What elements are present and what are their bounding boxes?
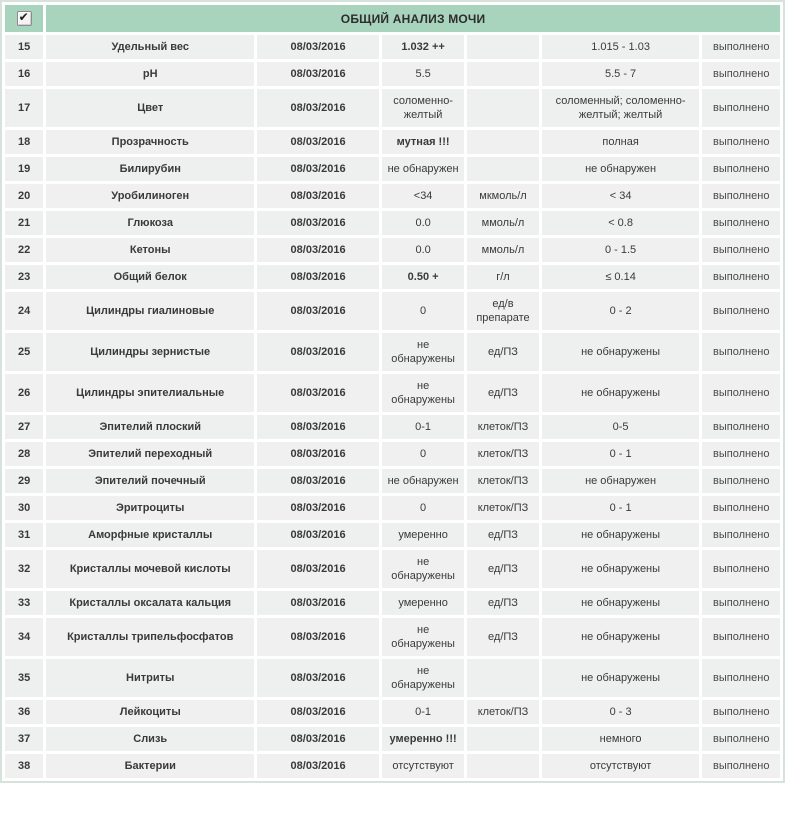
row-number-cell: 31 — [5, 523, 43, 547]
test-name-cell: Билирубин — [46, 157, 254, 181]
status-cell: выполнено — [702, 618, 780, 656]
date-cell: 08/03/2016 — [257, 727, 379, 751]
status-cell: выполнено — [702, 374, 780, 412]
test-name-cell: Лейкоциты — [46, 700, 254, 724]
row-number-cell: 17 — [5, 89, 43, 127]
status-cell: выполнено — [702, 62, 780, 86]
test-name-cell: Кристаллы мочевой кислоты — [46, 550, 254, 588]
status-cell: выполнено — [702, 211, 780, 235]
row-number-cell: 24 — [5, 292, 43, 330]
table-row — [5, 523, 780, 547]
row-number-cell: 28 — [5, 442, 43, 466]
result-cell: 0-1 — [382, 415, 464, 439]
status-cell: выполнено — [702, 157, 780, 181]
row-number-cell: 18 — [5, 130, 43, 154]
checkmark-icon: ✔ — [18, 10, 29, 24]
table-row — [5, 89, 780, 127]
table-row — [5, 469, 780, 493]
result-cell: 5.5 — [382, 62, 464, 86]
row-number-cell: 20 — [5, 184, 43, 208]
section-checkbox-cell[interactable] — [5, 5, 43, 32]
row-number-cell: 27 — [5, 415, 43, 439]
reference-cell: 1.015 - 1.03 — [542, 35, 700, 59]
table-row — [5, 754, 780, 778]
status-cell: выполнено — [702, 238, 780, 262]
date-cell: 08/03/2016 — [257, 591, 379, 615]
result-cell: мутная !!! — [382, 130, 464, 154]
test-name-cell: Цилиндры зернистые — [46, 333, 254, 371]
date-cell: 08/03/2016 — [257, 550, 379, 588]
result-cell: не обнаружен — [382, 157, 464, 181]
unit-cell: клеток/ПЗ — [467, 442, 538, 466]
unit-cell — [467, 727, 538, 751]
urinalysis-table — [2, 2, 783, 781]
test-name-cell: Цвет — [46, 89, 254, 127]
unit-cell: ед/ПЗ — [467, 333, 538, 371]
reference-cell: 0-5 — [542, 415, 700, 439]
test-name-cell: Цилиндры гиалиновые — [46, 292, 254, 330]
reference-cell: отсутствуют — [542, 754, 700, 778]
result-cell: 0 — [382, 442, 464, 466]
reference-cell: не обнаружены — [542, 523, 700, 547]
reference-cell: 0 - 2 — [542, 292, 700, 330]
status-cell: выполнено — [702, 89, 780, 127]
date-cell: 08/03/2016 — [257, 211, 379, 235]
unit-cell — [467, 157, 538, 181]
table-row — [5, 292, 780, 330]
row-number-cell: 21 — [5, 211, 43, 235]
result-cell: 0 — [382, 292, 464, 330]
row-number-cell: 23 — [5, 265, 43, 289]
reference-cell: не обнаружены — [542, 591, 700, 615]
date-cell: 08/03/2016 — [257, 265, 379, 289]
test-name-cell: Эпителий плоский — [46, 415, 254, 439]
table-row — [5, 238, 780, 262]
date-cell: 08/03/2016 — [257, 184, 379, 208]
result-cell: 1.032 ++ — [382, 35, 464, 59]
table-row — [5, 415, 780, 439]
row-number-cell: 30 — [5, 496, 43, 520]
result-cell: не обнаружены — [382, 333, 464, 371]
reference-cell: не обнаружен — [542, 157, 700, 181]
row-number-cell: 38 — [5, 754, 43, 778]
row-number-cell: 25 — [5, 333, 43, 371]
row-number-cell: 29 — [5, 469, 43, 493]
reference-cell: не обнаружены — [542, 618, 700, 656]
date-cell: 08/03/2016 — [257, 238, 379, 262]
table-row — [5, 700, 780, 724]
table-row — [5, 333, 780, 371]
status-cell: выполнено — [702, 184, 780, 208]
date-cell: 08/03/2016 — [257, 157, 379, 181]
date-cell: 08/03/2016 — [257, 89, 379, 127]
status-cell: выполнено — [702, 727, 780, 751]
unit-cell — [467, 62, 538, 86]
reference-cell: полная — [542, 130, 700, 154]
status-cell: выполнено — [702, 333, 780, 371]
status-cell: выполнено — [702, 415, 780, 439]
unit-cell: мкмоль/л — [467, 184, 538, 208]
test-name-cell: Кетоны — [46, 238, 254, 262]
table-row — [5, 157, 780, 181]
date-cell: 08/03/2016 — [257, 130, 379, 154]
unit-cell: ед/в препарате — [467, 292, 538, 330]
unit-cell: ммоль/л — [467, 238, 538, 262]
table-row — [5, 62, 780, 86]
date-cell: 08/03/2016 — [257, 659, 379, 697]
result-cell: не обнаружены — [382, 659, 464, 697]
reference-cell: не обнаружен — [542, 469, 700, 493]
table-row — [5, 618, 780, 656]
test-name-cell: Цилиндры эпителиальные — [46, 374, 254, 412]
result-cell: не обнаружены — [382, 618, 464, 656]
unit-cell: ед/ПЗ — [467, 591, 538, 615]
result-cell: соломенно-желтый — [382, 89, 464, 127]
result-cell: умеренно — [382, 523, 464, 547]
unit-cell: г/л — [467, 265, 538, 289]
result-cell: отсутствуют — [382, 754, 464, 778]
result-cell: не обнаружены — [382, 374, 464, 412]
row-number-cell: 32 — [5, 550, 43, 588]
date-cell: 08/03/2016 — [257, 333, 379, 371]
unit-cell — [467, 754, 538, 778]
test-name-cell: Эритроциты — [46, 496, 254, 520]
reference-cell: ≤ 0.14 — [542, 265, 700, 289]
status-cell: выполнено — [702, 469, 780, 493]
date-cell: 08/03/2016 — [257, 62, 379, 86]
row-number-cell: 37 — [5, 727, 43, 751]
table-row — [5, 727, 780, 751]
reference-cell: < 34 — [542, 184, 700, 208]
status-cell: выполнено — [702, 442, 780, 466]
row-number-cell: 16 — [5, 62, 43, 86]
result-cell: 0 — [382, 496, 464, 520]
reference-cell: 0 - 1 — [542, 442, 700, 466]
test-name-cell: pH — [46, 62, 254, 86]
reference-cell: немного — [542, 727, 700, 751]
status-cell: выполнено — [702, 523, 780, 547]
result-cell: не обнаружен — [382, 469, 464, 493]
date-cell: 08/03/2016 — [257, 700, 379, 724]
status-cell: выполнено — [702, 265, 780, 289]
result-cell: 0-1 — [382, 700, 464, 724]
status-cell: выполнено — [702, 754, 780, 778]
date-cell: 08/03/2016 — [257, 35, 379, 59]
result-cell: умеренно — [382, 591, 464, 615]
row-number-cell: 34 — [5, 618, 43, 656]
test-name-cell: Бактерии — [46, 754, 254, 778]
table-row — [5, 130, 780, 154]
status-cell: выполнено — [702, 292, 780, 330]
status-cell: выполнено — [702, 496, 780, 520]
unit-cell: клеток/ПЗ — [467, 496, 538, 520]
test-name-cell: Глюкоза — [46, 211, 254, 235]
table-row — [5, 265, 780, 289]
test-name-cell: Эпителий почечный — [46, 469, 254, 493]
status-cell: выполнено — [702, 659, 780, 697]
reference-cell: 0 - 1.5 — [542, 238, 700, 262]
reference-cell: < 0.8 — [542, 211, 700, 235]
status-cell: выполнено — [702, 591, 780, 615]
reference-cell: соломенный; соломенно-желтый; желтый — [542, 89, 700, 127]
reference-cell: не обнаружены — [542, 550, 700, 588]
unit-cell: клеток/ПЗ — [467, 700, 538, 724]
test-name-cell: Кристаллы трипельфосфатов — [46, 618, 254, 656]
test-name-cell: Нитриты — [46, 659, 254, 697]
table-row — [5, 496, 780, 520]
unit-cell: ммоль/л — [467, 211, 538, 235]
row-number-cell: 33 — [5, 591, 43, 615]
table-row — [5, 184, 780, 208]
result-cell: <34 — [382, 184, 464, 208]
result-cell: 0.0 — [382, 211, 464, 235]
date-cell: 08/03/2016 — [257, 523, 379, 547]
unit-cell — [467, 35, 538, 59]
result-cell: умеренно !!! — [382, 727, 464, 751]
test-name-cell: Удельный вес — [46, 35, 254, 59]
result-cell: 0.0 — [382, 238, 464, 262]
table-row — [5, 442, 780, 466]
date-cell: 08/03/2016 — [257, 442, 379, 466]
unit-cell — [467, 130, 538, 154]
table-row — [5, 211, 780, 235]
test-name-cell: Общий белок — [46, 265, 254, 289]
date-cell: 08/03/2016 — [257, 415, 379, 439]
test-name-cell: Прозрачность — [46, 130, 254, 154]
section-checkbox[interactable] — [17, 11, 32, 26]
unit-cell: ед/ПЗ — [467, 374, 538, 412]
unit-cell: клеток/ПЗ — [467, 415, 538, 439]
date-cell: 08/03/2016 — [257, 754, 379, 778]
row-number-cell: 22 — [5, 238, 43, 262]
date-cell: 08/03/2016 — [257, 469, 379, 493]
test-name-cell: Уробилиноген — [46, 184, 254, 208]
unit-cell: ед/ПЗ — [467, 523, 538, 547]
test-name-cell: Аморфные кристаллы — [46, 523, 254, 547]
result-cell: не обнаружены — [382, 550, 464, 588]
test-name-cell: Кристаллы оксалата кальция — [46, 591, 254, 615]
date-cell: 08/03/2016 — [257, 496, 379, 520]
row-number-cell: 26 — [5, 374, 43, 412]
unit-cell: клеток/ПЗ — [467, 469, 538, 493]
status-cell: выполнено — [702, 35, 780, 59]
test-name-cell: Слизь — [46, 727, 254, 751]
status-cell: выполнено — [702, 130, 780, 154]
unit-cell: ед/ПЗ — [467, 550, 538, 588]
row-number-cell: 35 — [5, 659, 43, 697]
reference-cell: 0 - 3 — [542, 700, 700, 724]
table-row — [5, 550, 780, 588]
table-row — [5, 35, 780, 59]
date-cell: 08/03/2016 — [257, 292, 379, 330]
reference-cell: не обнаружены — [542, 659, 700, 697]
row-number-cell: 36 — [5, 700, 43, 724]
table-row — [5, 374, 780, 412]
section-header-row — [5, 5, 780, 32]
reference-cell: 0 - 1 — [542, 496, 700, 520]
table-row — [5, 659, 780, 697]
section-title: ОБЩИЙ АНАЛИЗ МОЧИ — [46, 5, 780, 32]
result-cell: 0.50 + — [382, 265, 464, 289]
reference-cell: не обнаружены — [542, 374, 700, 412]
test-name-cell: Эпителий переходный — [46, 442, 254, 466]
table-row — [5, 591, 780, 615]
unit-cell — [467, 89, 538, 127]
status-cell: выполнено — [702, 700, 780, 724]
reference-cell: 5.5 - 7 — [542, 62, 700, 86]
reference-cell: не обнаружены — [542, 333, 700, 371]
status-cell: выполнено — [702, 550, 780, 588]
row-number-cell: 19 — [5, 157, 43, 181]
date-cell: 08/03/2016 — [257, 618, 379, 656]
row-number-cell: 15 — [5, 35, 43, 59]
date-cell: 08/03/2016 — [257, 374, 379, 412]
unit-cell: ед/ПЗ — [467, 618, 538, 656]
unit-cell — [467, 659, 538, 697]
